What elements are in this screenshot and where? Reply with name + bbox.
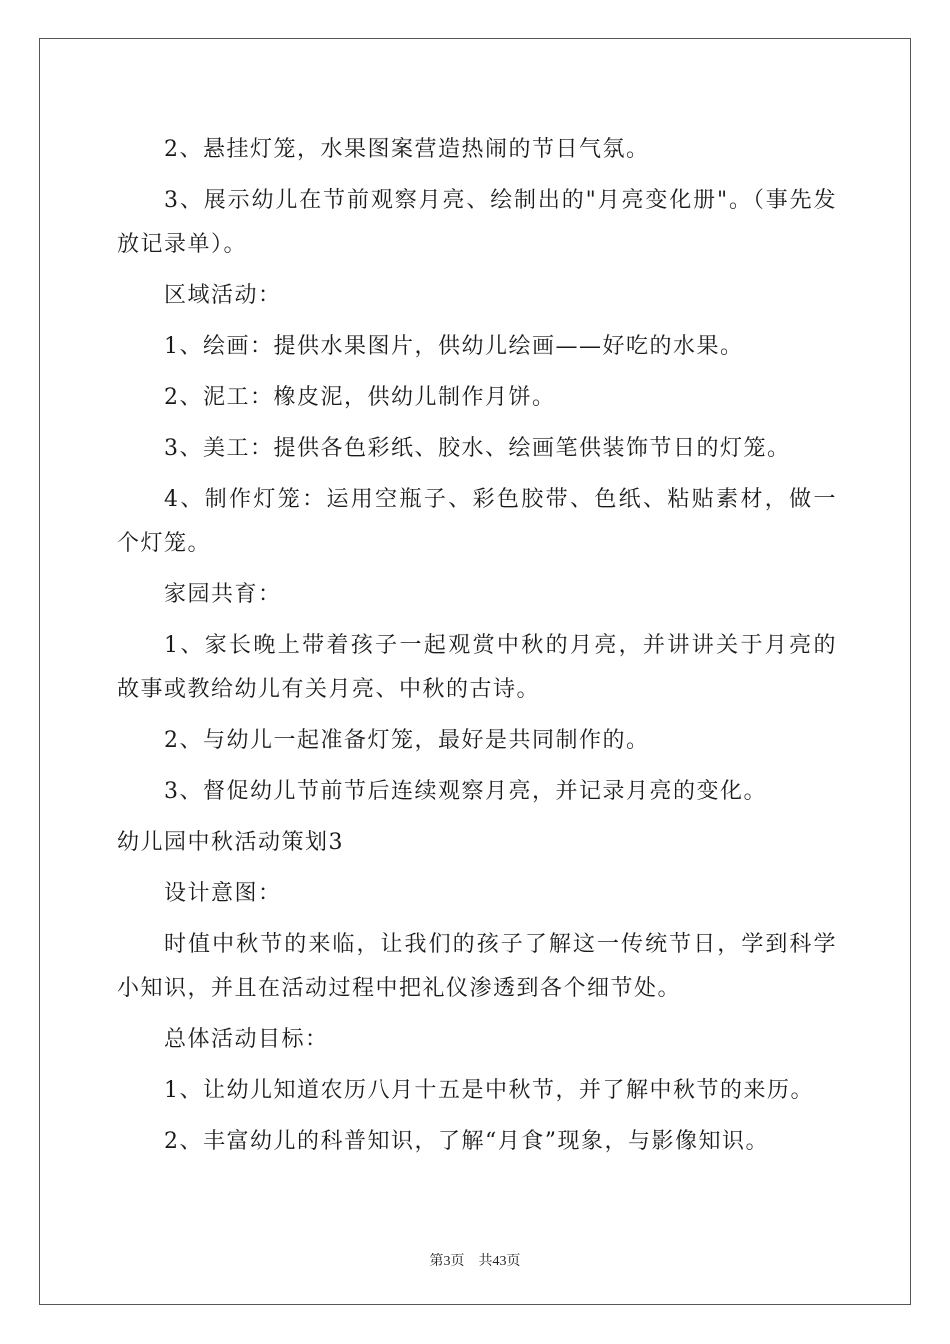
paragraph: 3、美工：提供各色彩纸、胶水、绘画笔供装饰节日的灯笼。 xyxy=(164,436,791,461)
paragraph: 2、丰富幼儿的科普知识，了解“月食”现象，与影像知识。 xyxy=(164,1129,769,1154)
paragraph: 3、督促幼儿节前节后连续观察月亮，并记录月亮的变化。 xyxy=(164,779,767,804)
section-heading: 家园共育： xyxy=(164,582,282,607)
section-heading: 总体活动目标： xyxy=(164,1027,329,1052)
page-number: 第3页 xyxy=(429,1254,465,1269)
paragraph: 4、制作灯笼：运用空瓶子、彩色胶带、色纸、粘贴素材，做一个灯笼。 xyxy=(117,487,837,556)
page-total: 共43页 xyxy=(478,1254,521,1269)
paragraph: 2、泥工：橡皮泥，供幼儿制作月饼。 xyxy=(164,385,556,410)
paragraph: 2、与幼儿一起准备灯笼，最好是共同制作的。 xyxy=(164,728,650,753)
paragraph: 1、让幼儿知道农历八月十五是中秋节，并了解中秋节的来历。 xyxy=(164,1078,814,1103)
paragraph: 1、绘画：提供水果图片，供幼儿绘画——好吃的水果。 xyxy=(164,334,744,359)
document-title: 幼儿园中秋活动策划3 xyxy=(117,830,344,855)
paragraph: 2、悬挂灯笼，水果图案营造热闹的节日气氛。 xyxy=(164,137,650,162)
section-heading: 区域活动： xyxy=(164,283,282,308)
section-heading: 设计意图： xyxy=(164,881,282,906)
paragraph: 1、家长晚上带着孩子一起观赏中秋的月亮，并讲讲关于月亮的故事或教给幼儿有关月亮、中秋的古诗。 xyxy=(117,633,837,702)
paragraph: 3、展示幼儿在节前观察月亮、绘制出的"月亮变化册"。（事先发放记录单）。 xyxy=(117,188,837,257)
paragraph: 时值中秋节的来临，让我们的孩子了解这一传统节日，学到科学小知识，并且在活动过程中把礼仪渗透到各个细节处。 xyxy=(117,932,837,1001)
document-body xyxy=(117,128,837,1171)
page-footer xyxy=(0,1250,950,1270)
